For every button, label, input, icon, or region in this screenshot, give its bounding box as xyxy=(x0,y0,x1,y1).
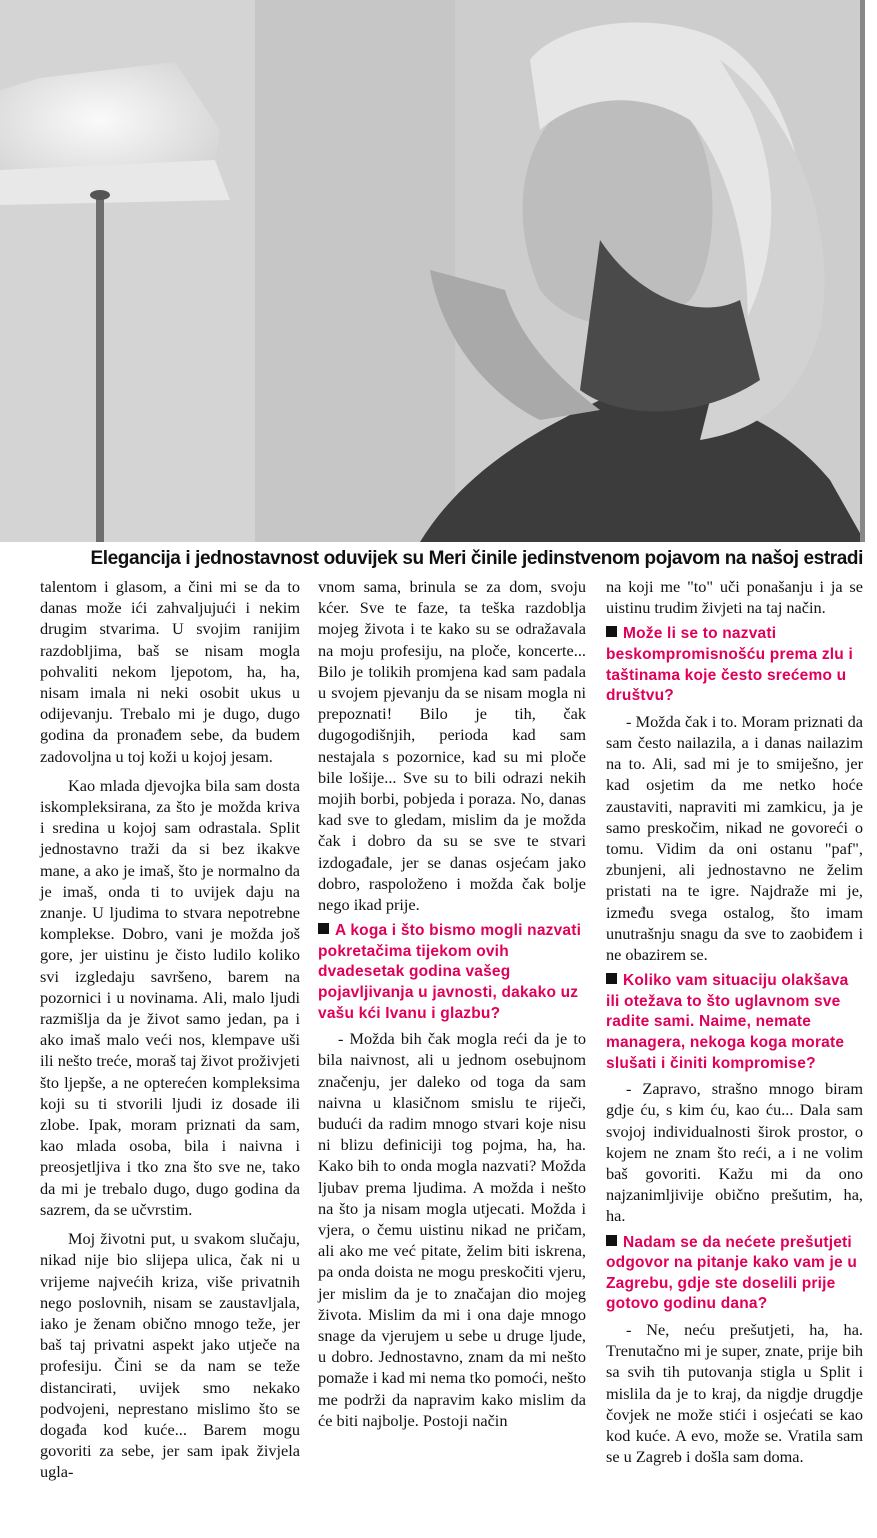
interview-answer: - Ne, neću prešutjeti, ha, ha. Trenutačno mi je super, znate, prije bih sa svih tih putovanja stigla u Split i mislila da je to kraj, da nigdje drugdje čovjek ne može stići i osjećati se kao kod kuće. A evo, može se. Vratila sam se u Zagreb i došla sam doma. xyxy=(606,1319,863,1467)
bullet-square-icon xyxy=(606,626,617,637)
paragraph: vnom sama, brinula se za dom, svoju kćer. Sve te faze, ta teška razdoblja mojeg života i te kako su se odražavala na moju profesiju, na ploče, koncerte... Bilo je tolikih promjena kad sam padala u svojem pjevanju da se nisam mogla ni prepoznati! Bilo je tih, čak dugogodišnjih, perioda kad sam nestajala s pozornice, kad su mi ploče bile lošije... Sve su to bili odrazi nekih mojih borbi, pobjeda i poraza. No, danas kad sve to gledam, mislim da je možda čak i dobro da su se sve te stvari izdogađale, jer se danas osjećam jako dobro, raspoloženo i možda čak bolje nego ikad prije. xyxy=(318,577,586,915)
interview-answer: - Možda bih čak mogla reći da je to bila naivnost, ali u jednom osebujnom značenju, jer daleko od toga da sam naivna u klasičnom smislu te riječi, budući da radim mnogo stvari koje nisu ni blizu definiciji tog pojma, ha, ha. Kako bih to onda mogla nazvati? Možda ljubav prema ljudima. A možda i nešto na što ja nisam mogla utjecati. Možda i vjera, o čemu uistinu nikad ne pričam, ali ako me već pitate, želim biti iskrena, pa onda doista ne mogu preskočiti vjeru, jer mislim da je to značajan dio mojeg života. Mislim da mi i ona daje mnogo snage da vjerujem u sebe u druge ljude, u dobro. Jednostavno, znam da mi nešto pomaže i kad mi nema tko pomoći, nešto me podrži da napravim kako mislim da će biti najbolje. Postoji način xyxy=(318,1029,586,1430)
bullet-square-icon xyxy=(318,923,329,934)
portrait-illustration xyxy=(0,0,865,542)
interview-answer: - Zapravo, strašno mnogo biram gdje ću, s kim ću, kao ću... Dala sam svojoj individualnosti širok prostor, o kojem ne znam što reći, a i ne volim baš govoriti. Kažu mi da ono najzanimljivije obično prešutim, ha, ha. xyxy=(606,1079,863,1226)
interview-answer: - Možda čak i to. Moram priznati da sam često nailazila, a i danas nailazim na to. Ali, sad mi je to smiješno, jer kad osjetim da me netko hoće zaustaviti, napraviti mi zamkicu, ja je samo preskočim, nikad ne govoreći o tomu. Vidim da oni ostanu "paf", zbunjeni, ali jednostavno ne želim pristati na te igre. Najdraže mi je, između svega ostalog, što imam unutrašnju snagu da sve to zaobiđem i ne obazirem se. xyxy=(606,711,863,965)
question-text: Nadam se da nećete prešutjeti odgovor na pitanje kako vam je u Zagrebu, gdje ste doselili prije gotovo godinu dana? xyxy=(606,1233,858,1313)
photo-caption: Elegancija i jednostavnost oduvijek su Meri činile jedinstvenom pojavom na našoj estradi xyxy=(90,548,863,569)
interview-question xyxy=(318,921,586,1024)
article-column-1 xyxy=(40,576,300,1483)
question-text: Koliko vam situaciju olakšava ili otežava to što uglavnom sve radite sami. Naime, nemate managera, nekoga koga morate slušati i činiti kompromise? xyxy=(606,972,849,1072)
bullet-square-icon xyxy=(606,973,617,984)
question-text: A koga i što bismo mogli nazvati pokretačima tijekom ovih dvadesetak godina vašeg pojavljivanja u javnosti, dakako uz vašu kći Ivanu i glazbu? xyxy=(318,922,582,1022)
article-column-2 xyxy=(318,576,586,1431)
question-text: Može li se to nazvati beskompromisnošću prema zlu i taštinama koje često srećemo u društvu? xyxy=(606,625,853,705)
interview-question xyxy=(606,971,863,1074)
bullet-square-icon xyxy=(606,1235,617,1246)
paragraph: talentom i glasom, a čini mi se da to danas može ići zahvaljujući i nekim drugim stvarima. U svojim ranijim razdobljima, baš se nisam mogla pohvaliti nekom ljepotom, ha, ha, nisam imala ni neki osobit ukus u odijevanju. Trebalo mi je dugo, dugo godina da pronađem sebe, da budem zadovoljna u toj koži u kojoj jesam. xyxy=(40,577,300,766)
paragraph: Kao mlada djevojka bila sam dosta iskompleksirana, za što je možda kriva i sredina u kojoj sam odrastala. Split jednostavno traži da si bez ikakve mane, a ako je imaš, što je normalno da je imaš, onda ti to uvijek daju na znanje. U ljudima to stvara nepotrebne komplekse. Dobro, vani je možda još gore, jer uistinu je čisto ludilo koliko svi izgledaju savršeno, barem na pozornici i u novinama. Ali, malo ljudi razmišlja da je život samo jedan, pa i ako imaš malo veći nos, klempave uši ili nešto treće, moraš taj život proživjeti što ljepše, a ne opterećen kompleksima koji su ti stvorili ljudi iz dosade ili zlobe. Ipak, moram priznati da sam, kao mlada osoba, bila i naivna i preosjetljiva i tko zna što sve ne, tako da mi je trebalo dugo, dugo godina da sazrem, da se učvrstim. xyxy=(40,775,300,1219)
article-column-3 xyxy=(606,576,863,1467)
paragraph: na koji me "to" uči ponašanju i ja se uistinu trudim živjeti na taj način. xyxy=(606,577,863,618)
portrait-photo xyxy=(0,0,865,542)
paragraph: Moj životni put, u svakom slučaju, nikad nije bio slijepa ulica, čak ni u vrijeme najvećih kriza, više privatnih nego poslovnih, nisam se zaustavljala, iako je ženam obično mnogo teže, jer baš taj privatni aspekt jako utječe na profesiju. Čini se da nam se teže distancirati, uvijek smo nekako podvojeni, neprestano mislimo što se događa kod kuće... Barem mogu govoriti za sebe, jer sam ipak živjela ugla- xyxy=(40,1229,300,1482)
interview-question xyxy=(606,1233,863,1315)
interview-question xyxy=(606,624,863,706)
